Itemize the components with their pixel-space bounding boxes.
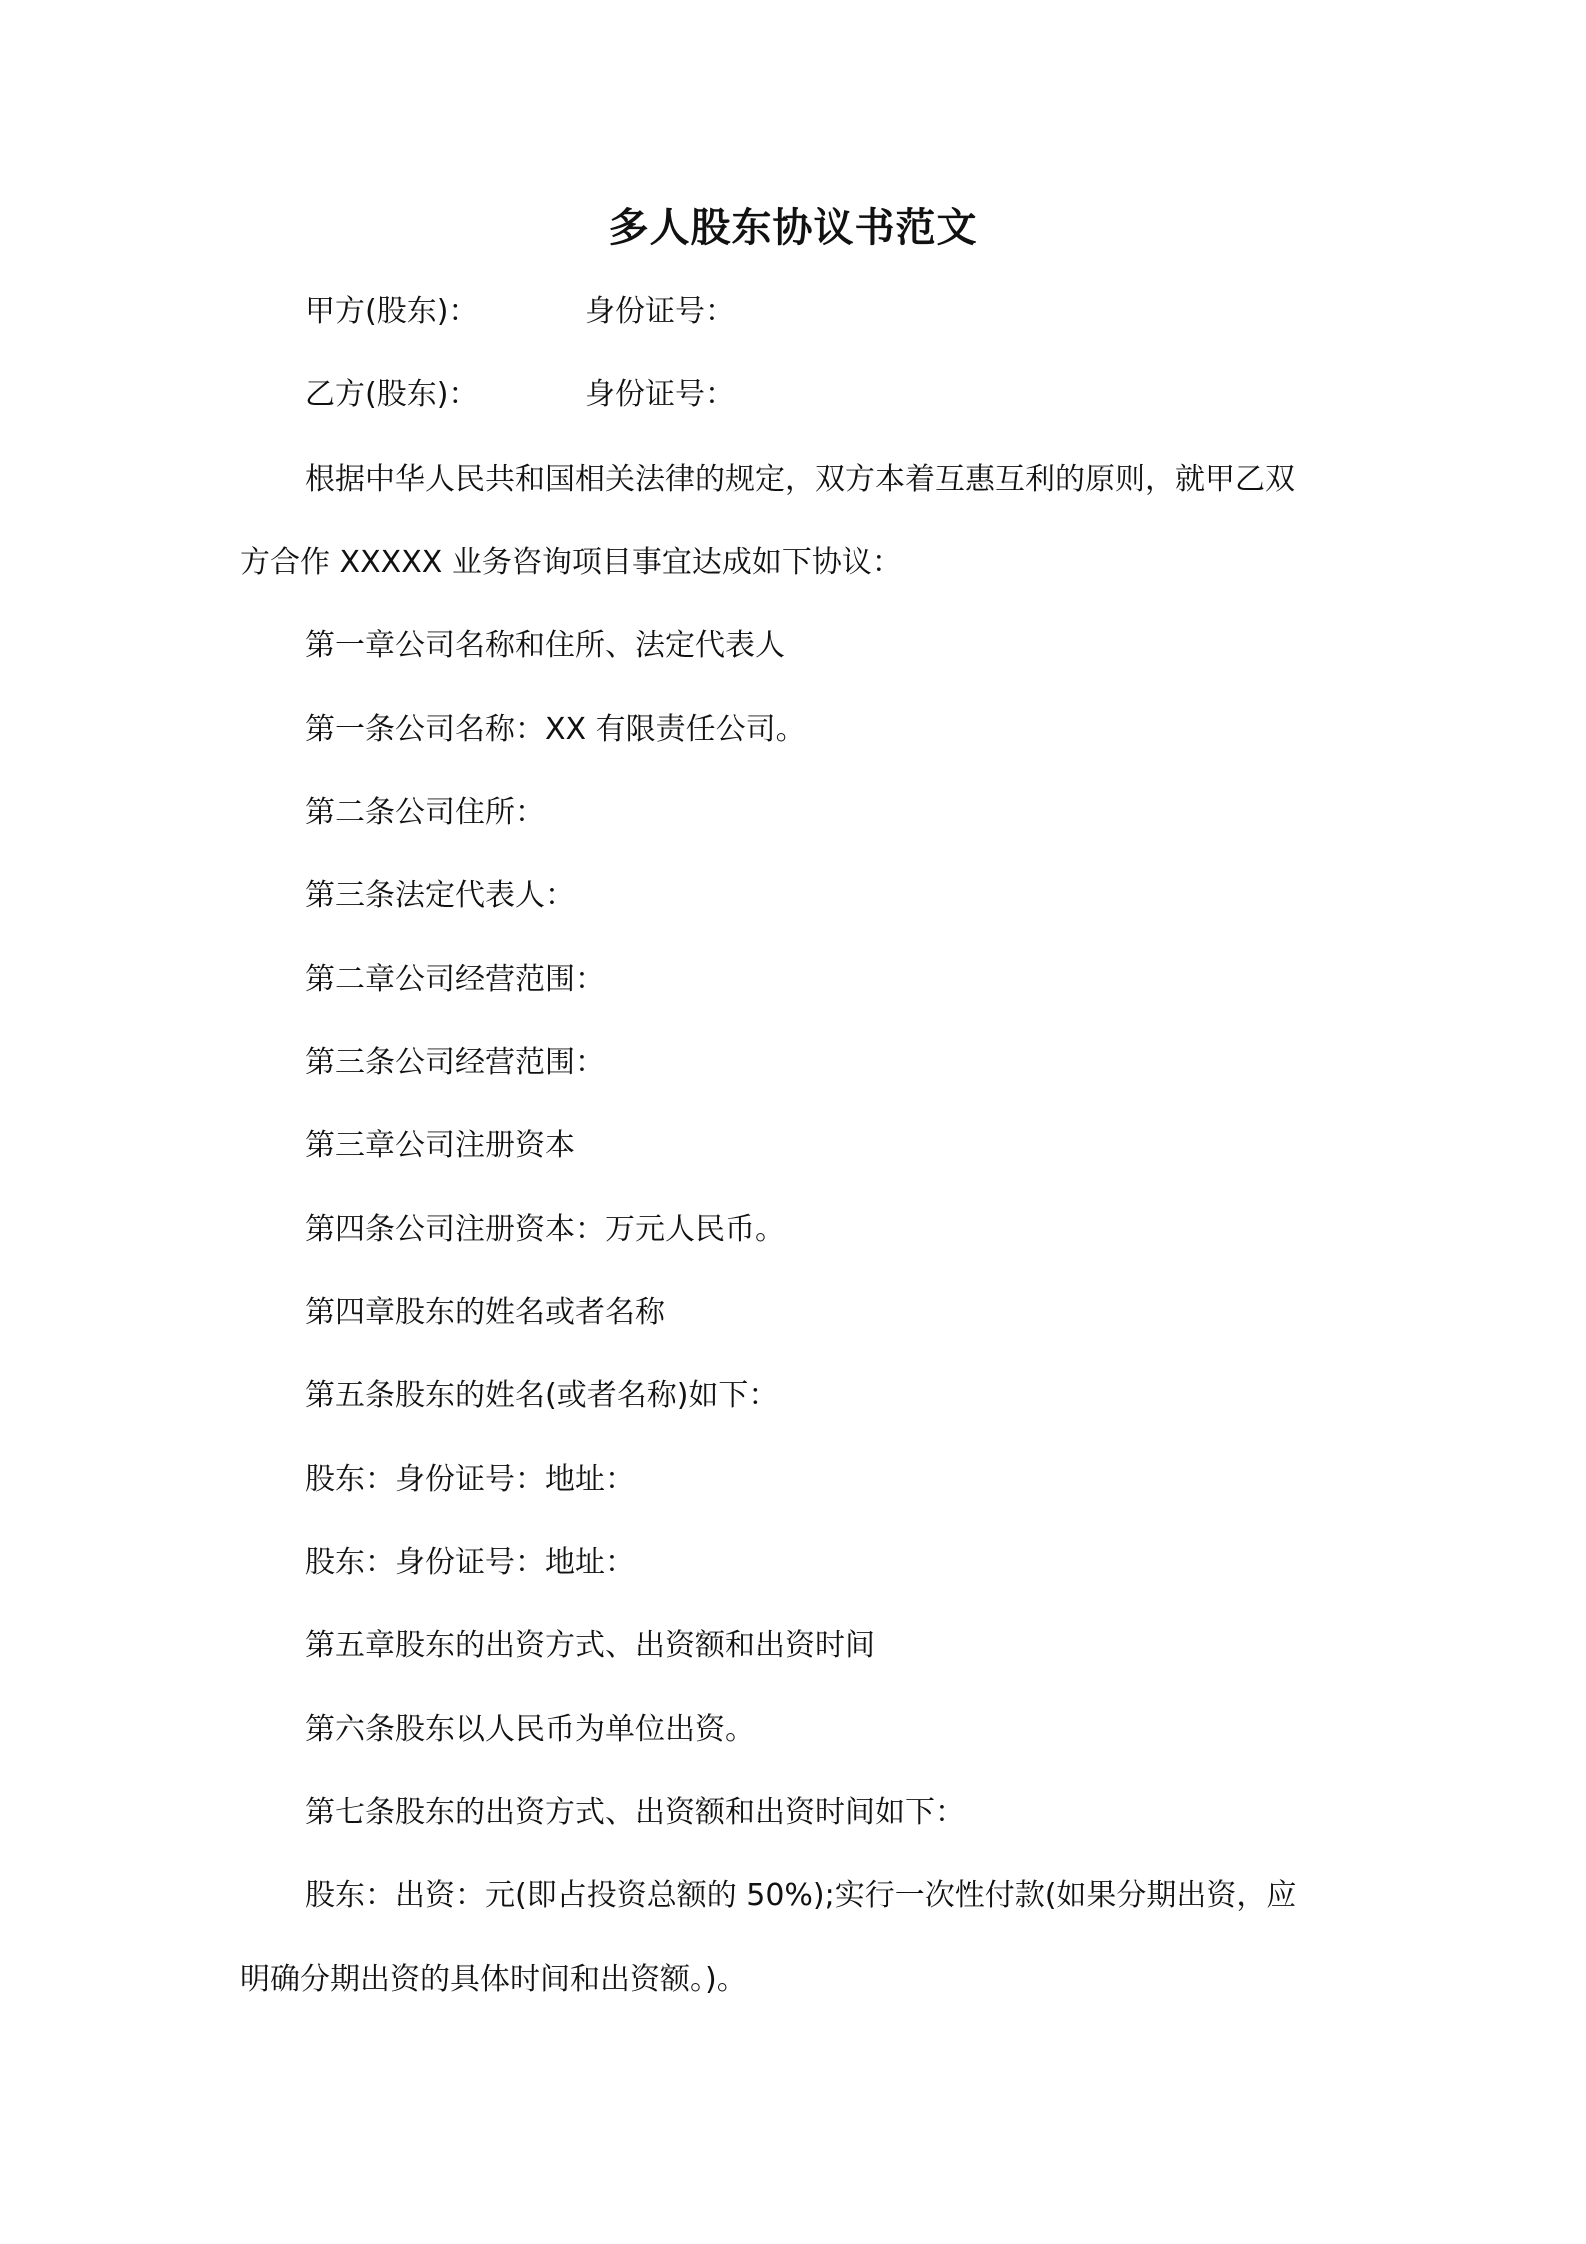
intro-line-1: 根据中华人民共和国相关法律的规定，双方本着互惠互利的原则，就甲乙双 [305,462,1295,497]
closing-line-2: 明确分期出资的具体时间和出资额。)。 [240,1962,747,1997]
article-3b: 第三条公司经营范围： [305,1045,605,1080]
chapter-3-heading: 第三章公司注册资本 [305,1128,575,1163]
article-7: 第七条股东的出资方式、出资额和出资时间如下： [305,1795,965,1830]
chapter-2-heading: 第二章公司经营范围： [305,962,605,997]
article-1: 第一条公司名称：XX 有限责任公司。 [305,712,806,747]
party-b-id-label: 身份证号： [585,377,735,412]
article-5: 第五条股东的姓名(或者名称)如下： [305,1378,779,1413]
shareholder-line-1: 股东：身份证号：地址： [305,1462,635,1497]
party-b-line [305,373,735,417]
shareholder-line-2: 股东：身份证号：地址： [305,1545,635,1580]
party-a-line [305,290,735,334]
party-a-label: 甲方(股东)： [305,294,479,329]
article-2: 第二条公司住所： [305,795,545,830]
document-title: 多人股东协议书范文 [608,205,978,251]
intro-line-2: 方合作 XXXXX 业务咨询项目事宜达成如下协议： [240,545,902,580]
party-b-label: 乙方(股东)： [305,377,479,412]
chapter-1-heading: 第一章公司名称和住所、法定代表人 [305,628,785,663]
closing-line-1: 股东：出资：元(即占投资总额的 50%);实行一次性付款(如果分期出资，应 [305,1878,1297,1913]
party-a-id-label: 身份证号： [585,294,735,329]
article-6: 第六条股东以人民币为单位出资。 [305,1712,755,1747]
chapter-4-heading: 第四章股东的姓名或者名称 [305,1295,665,1330]
article-3: 第三条法定代表人： [305,878,575,913]
chapter-5-heading: 第五章股东的出资方式、出资额和出资时间 [305,1628,875,1663]
article-4: 第四条公司注册资本：万元人民币。 [305,1212,785,1247]
